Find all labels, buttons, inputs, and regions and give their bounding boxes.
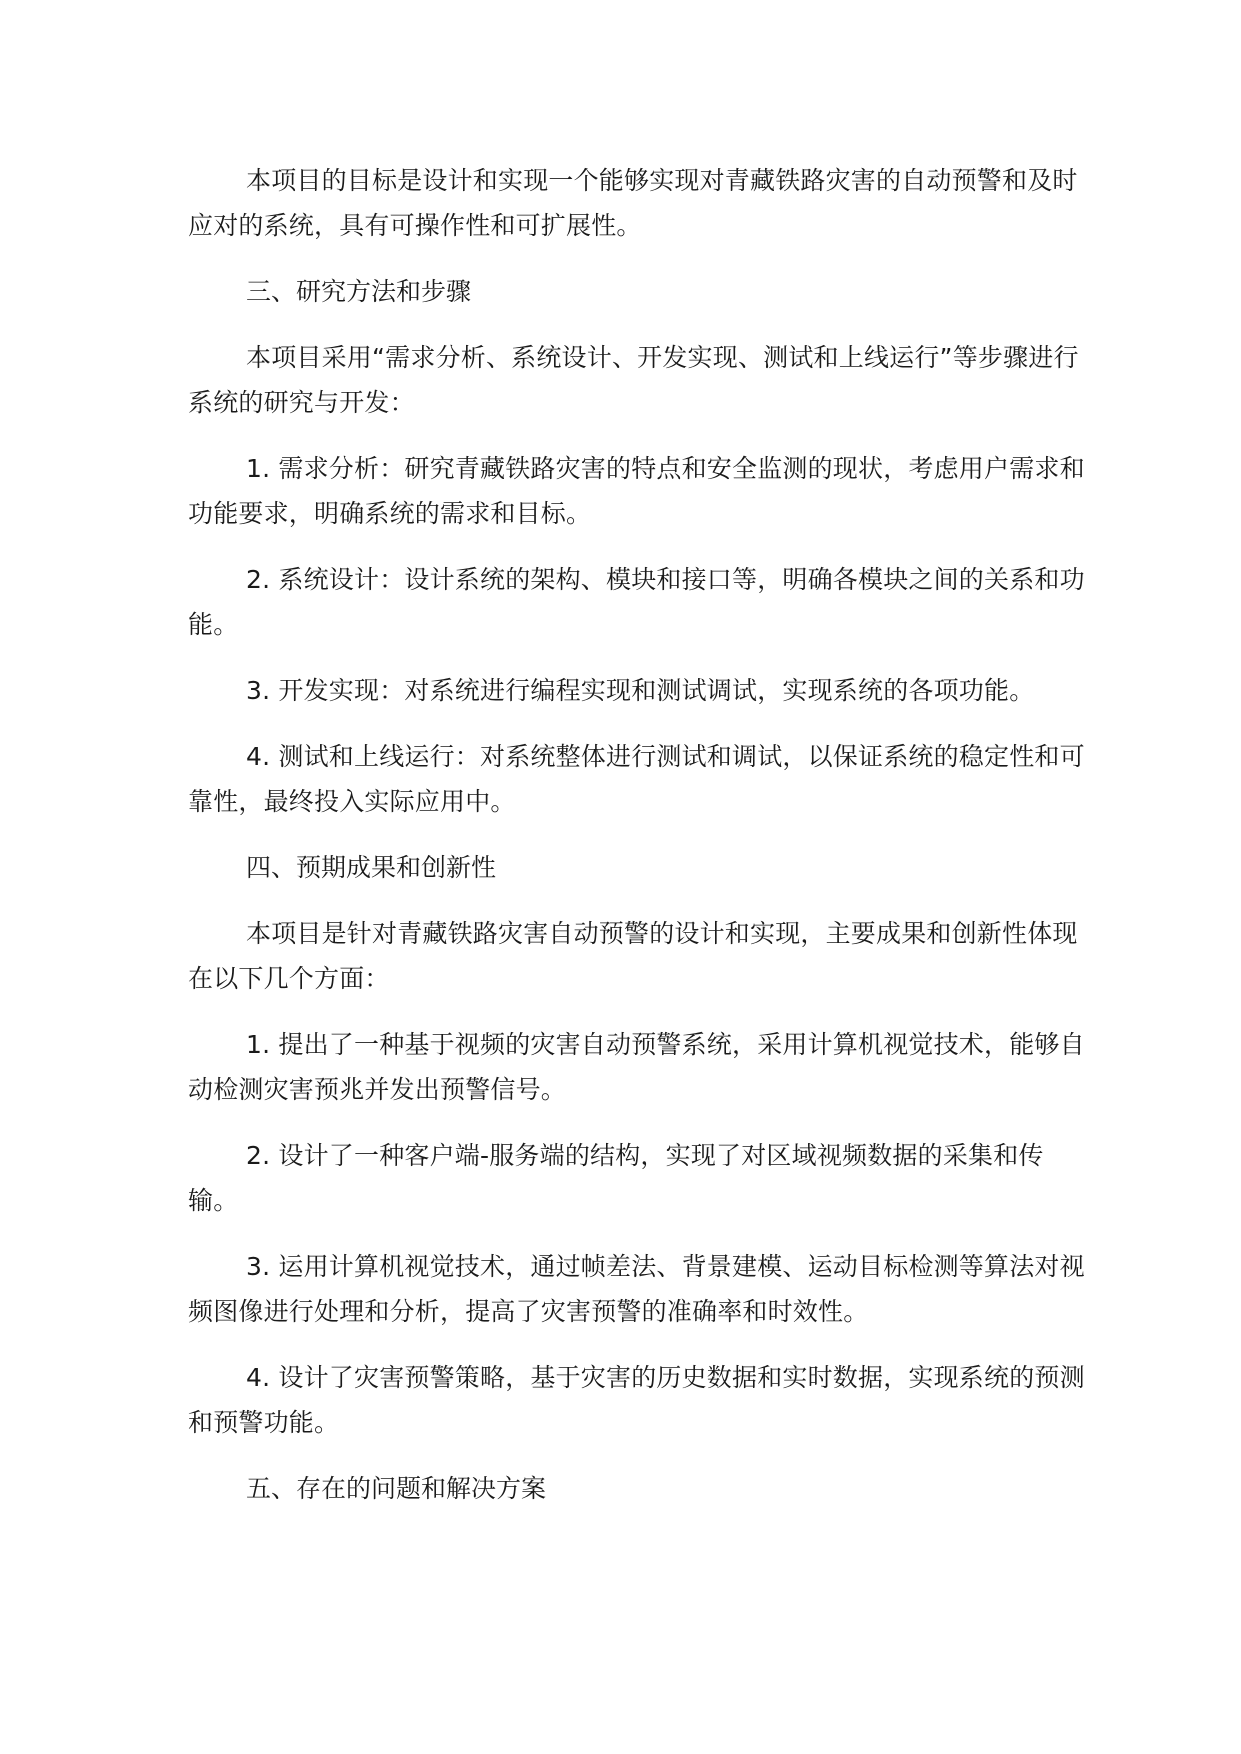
list-item-development: 3. 开发实现：对系统进行编程实现和测试调试，实现系统的各项功能。	[246, 676, 1035, 705]
list-item-client-server: 2. 设计了一种客户端-服务端的结构，实现了对区域视频数据的采集和传输。	[188, 1141, 1044, 1215]
list-item-requirements-analysis: 1. 需求分析：研究青藏铁路灾害的特点和安全监测的现状，考虑用户需求和功能要求，明确系统的需求和目标。	[188, 454, 1085, 528]
section-heading-methods: 三、研究方法和步骤	[246, 277, 472, 306]
paragraph-outcomes-intro: 本项目是针对青藏铁路灾害自动预警的设计和实现，主要成果和创新性体现在以下几个方面：	[188, 919, 1078, 993]
document-body	[188, 158, 1090, 1532]
list-item-system-design: 2. 系统设计：设计系统的架构、模块和接口等，明确各模块之间的关系和功能。	[188, 565, 1085, 639]
list-item-computer-vision: 3. 运用计算机视觉技术，通过帧差法、背景建模、运动目标检测等算法对视频图像进行处理和分析，提高了灾害预警的准确率和时效性。	[188, 1252, 1085, 1326]
list-item-warning-strategy: 4. 设计了灾害预警策略，基于灾害的历史数据和实时数据，实现系统的预测和预警功能。	[188, 1363, 1085, 1437]
list-item-testing-deployment: 4. 测试和上线运行：对系统整体进行测试和调试，以保证系统的稳定性和可靠性，最终投入实际应用中。	[188, 742, 1085, 816]
section-heading-outcomes: 四、预期成果和创新性	[246, 853, 497, 882]
paragraph-methods-intro: 本项目采用“需求分析、系统设计、开发实现、测试和上线运行”等步骤进行系统的研究与开发：	[188, 343, 1079, 417]
paragraph-project-goal: 本项目的目标是设计和实现一个能够实现对青藏铁路灾害的自动预警和及时应对的系统，具有可操作性和可扩展性。	[188, 166, 1078, 240]
list-item-video-warning-system: 1. 提出了一种基于视频的灾害自动预警系统，采用计算机视觉技术，能够自动检测灾害预兆并发出预警信号。	[188, 1030, 1085, 1104]
section-heading-problems: 五、存在的问题和解决方案	[246, 1474, 547, 1503]
